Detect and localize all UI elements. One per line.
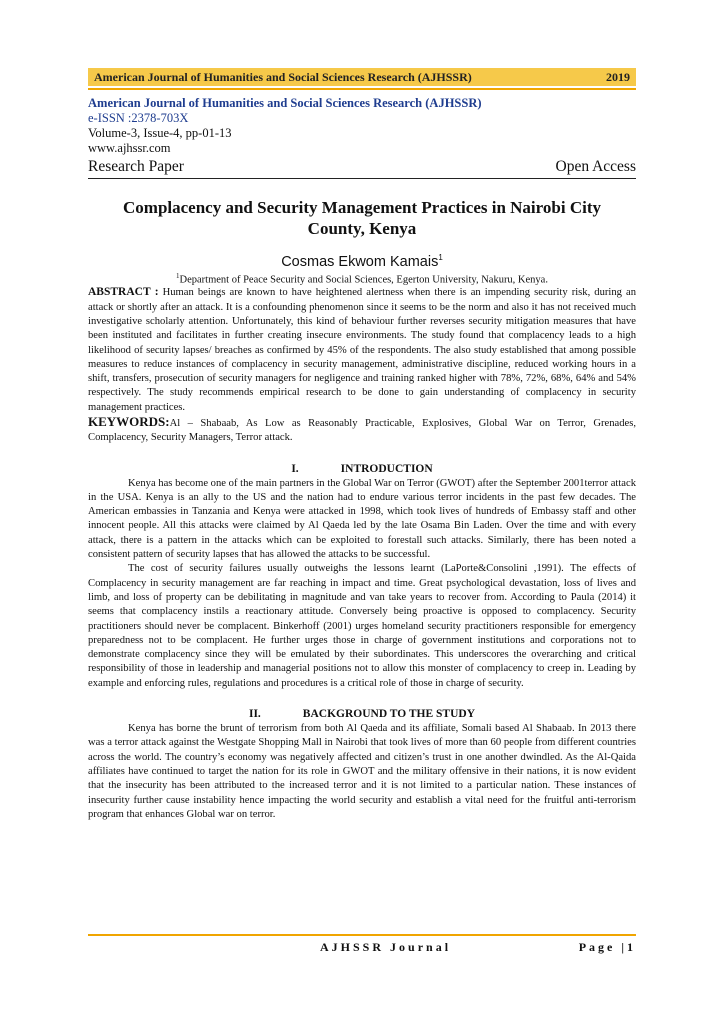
author-name: Cosmas Ekwom Kamais xyxy=(281,253,439,270)
journal-website[interactable]: www.ajhssr.com xyxy=(88,141,171,155)
journal-header-bar xyxy=(88,68,636,86)
paper-title: Complacency and Security Management Practices in Nairobi City County, Kenya xyxy=(123,198,601,238)
footer-journal: AJHSSR Journal xyxy=(320,940,452,954)
paper-page xyxy=(88,68,636,822)
author-superscript: 1 xyxy=(438,253,443,262)
abstract-label: ABSTRACT : xyxy=(88,286,159,299)
paper-type: Research Paper xyxy=(88,158,184,175)
affiliation-superscript: 1 xyxy=(176,271,180,280)
author-line xyxy=(88,253,636,270)
keywords xyxy=(88,415,636,446)
keywords-text: Al – Shabaab, As Low as Reasonably Practicable, Explosives, Global War on Terror, Grenades, Complacency, Security Managers, Terror attack. xyxy=(88,418,636,444)
section-title: BACKGROUND TO THE STUDY xyxy=(302,708,476,721)
page-number: Page |1 xyxy=(578,940,636,954)
affiliation: Department of Peace Security and Social Sciences, Egerton University, Nakuru, Kenya. xyxy=(179,274,548,286)
journal-year: 2019 xyxy=(606,69,630,84)
footer-divider xyxy=(88,934,636,936)
section-heading-introduction xyxy=(88,463,636,475)
affiliation-line xyxy=(88,272,636,286)
section-number: II. xyxy=(248,708,261,721)
journal-issn: e-ISSN :2378-703X xyxy=(88,111,189,125)
paragraph: Kenya has become one of the main partners in the Global War on Terror (GWOT) after the September 2001terror attack in the USA. Kenya is an ally to the US and the nation had to endure various terror incidents in the past few decades. The American embassies in Tanzania and Kenya were attacked in 1998, which took lives of hundreds of Embassy staff and other innocent people. All this attacks were claimed by Al Qaeda led by the late Osama Bin Laden. Over the time and with every attack, there is a pattern in the attacks which can be exploited to forestall such attacks. Similarly, there has been noted a consistent pattern of security lapses that has allowed the attacks to be successful. xyxy=(88,477,636,561)
section-title: INTRODUCTION xyxy=(340,462,433,475)
journal-bar-title: American Journal of Humanities and Social Sciences Research (AJHSSR) xyxy=(94,69,472,84)
page-footer xyxy=(88,940,636,955)
paper-type-row xyxy=(88,157,636,176)
abstract xyxy=(88,285,636,415)
meta-divider xyxy=(88,178,636,179)
journal-name: American Journal of Humanities and Social Sciences Research (AJHSSR) xyxy=(88,96,482,110)
paragraph: The cost of security failures usually outweighs the lessons learnt (LaPorte&Consolini ,1991). The effects of Complacency in security management are far reaching in impact and time. Great psychological devastation, loss of lives and limb, and loss of property can be debilitating in magnitude and van take years to recover from. According to Paula (2014) it seems that complacency instils a reactionary attitude. Conversely being proactive is opposed to complacency. Security practitioners should never be complacent. Binkerhoff (2001) urges homeland security practitioners responsible for emergency preparedness not to be complacent. He further urges those in charge of government institutions and corporations not to demonstrate complacency since they will be emulated by their subordinates. This underscores the overarching and critical responsibility of those in leadership and managerial positions not to allow this monster of complacency to creep in. Leading by example and enforcing rules, regulations and procedures is a critical role of those in charge of security. xyxy=(88,563,636,689)
section-number: I. xyxy=(291,462,299,475)
paragraph: Kenya has borne the brunt of terrorism from both Al Qaeda and its affiliate, Somali based Al Shabaab. In 2013 there was a terror attack against the Westgate Shopping Mall in Nairobi that took lives of more than 60 people from different countries across the world. The country’s economy was negatively affected and citizen’s trust in one another dwindled. As the Al-Qaida affiliates have continued to target the nation for its role in GWOT and the military offensive in their nations, it is now evident that the insecurity has been attributed to the increased terror and it is not limited to a particular nation. These instances of insecurity further cause instability hence impacting the world security and establish a vital need for the fruitful anti-terrorism program that enhances Global war on terror. xyxy=(88,723,636,820)
journal-volume: Volume-3, Issue-4, pp-01-13 xyxy=(88,126,232,140)
access-type: Open Access xyxy=(555,158,636,175)
keywords-label: KEYWORDS: xyxy=(88,414,170,429)
journal-meta xyxy=(88,96,636,156)
header-divider xyxy=(88,88,636,90)
section-heading-background xyxy=(88,708,636,720)
abstract-text: Human beings are known to have heightened alertness when there is an impending security risk, during an attack or shortly after an attack. It is a confounding phenomenon since it seems to be the norm and also it has not received much investigative scholarly attention. Unfortunately, this kind of behaviour further reverses security mitigation measures that have been instituted and facilitates in further creating insecure environments. The study found that complacency leads to a high likelihood of security lapses/ breaches as confirmed by 45% of the respondents. The also study established that among possible measures to reduce instances of complacency in security management, administrative discipline, reduced working hours in a shift, transfers, prosecution of security managers for negligence and training ranked higher with 78%, 72%, 68%, 64% and 54% respectively. The study recommends empirical research to be done to gain understanding of complacency in security management practices. xyxy=(88,287,636,413)
